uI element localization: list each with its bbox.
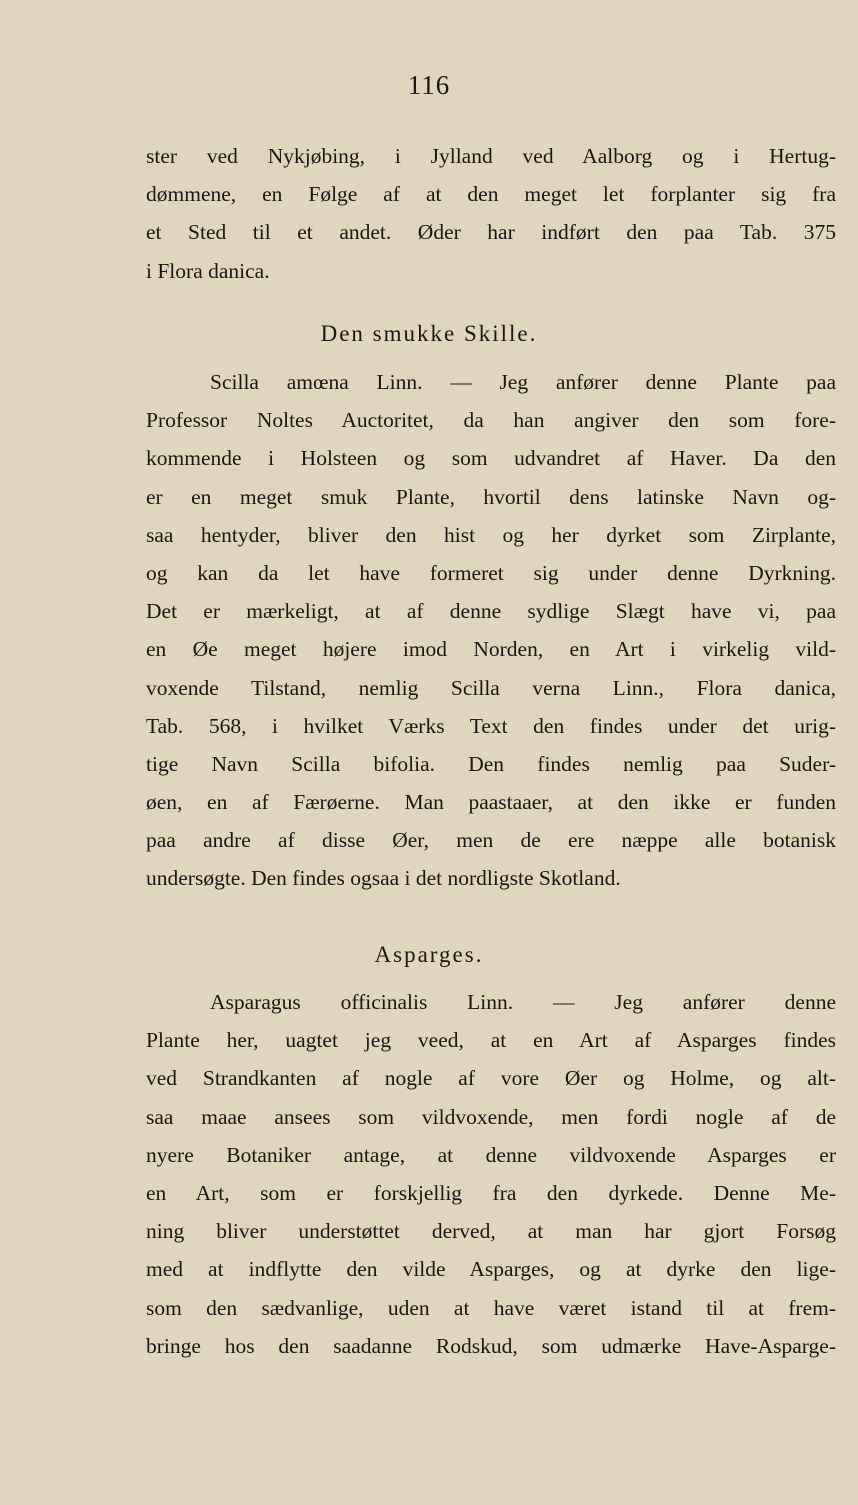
text-line: paa andre af disse Øer, men de ere næppe alle botanisk <box>146 828 836 853</box>
text-line: og kan da let have formeret sig under denne Dyrkning. <box>146 560 836 585</box>
text-line: Det er mærkeligt, at af denne sydlige Slægt have vi, paa <box>146 599 836 624</box>
text-line: ved Strandkanten af nogle af vore Øer og Holme, og alt- <box>146 1066 836 1091</box>
text-line: en Øe meget højere imod Norden, en Art i virkelig vild- <box>146 637 836 662</box>
text-line: en Art, som er forskjellig fra den dyrkede. Denne Me- <box>146 1180 836 1205</box>
text-line: kommende i Holsteen og som udvandret af Haver. Da den <box>146 446 836 471</box>
text-line: saa hentyder, bliver den hist og her dyrket som Zirplante, <box>146 522 836 547</box>
text-line: Asparagus officinalis Linn. — Jeg anfører denne <box>210 990 836 1014</box>
page-number: 116 <box>407 70 451 100</box>
text-line: i Flora danica. <box>146 258 270 283</box>
text-line: Professor Noltes Auctoritet, da han angiver den som fore- <box>146 408 836 433</box>
text-line: ning bliver understøttet derved, at man har gjort Forsøg <box>146 1219 836 1244</box>
text-line: er en meget smuk Plante, hvortil dens latinske Navn og- <box>146 484 836 509</box>
text-line: Tab. 568, i hvilket Værks Text den findes under det urig- <box>146 713 836 738</box>
text-line: Scilla amœna Linn. — Jeg anfører denne Plante paa <box>210 370 836 394</box>
text-line: voxende Tilstand, nemlig Scilla verna Linn., Flora danica, <box>146 675 836 700</box>
text-line: saa maae ansees som vildvoxende, men fordi nogle af de <box>146 1104 836 1129</box>
text-line: undersøgte. Den findes ogsaa i det nordligste Skotland. <box>146 866 621 891</box>
text-line: med at indflytte den vilde Asparges, og at dyrke den lige- <box>146 1257 836 1282</box>
text-line: bringe hos den saadanne Rodskud, som udmærke Have-Asparge- <box>146 1333 836 1358</box>
text-line: Plante her, uagtet jeg veed, at en Art af Asparges findes <box>146 1028 836 1053</box>
text-line: øen, en af Færøerne. Man paastaaer, at den ikke er funden <box>146 790 836 815</box>
text-line: tige Navn Scilla bifolia. Den findes nemlig paa Suder- <box>146 751 836 776</box>
paragraph-scilla <box>146 363 836 898</box>
text-line: dømmene, en Følge af at den meget let forplanter sig fra <box>146 182 836 207</box>
text-line: et Sted til et andet. Øder har indført den paa Tab. 375 <box>146 220 836 245</box>
paragraph-continuation <box>146 137 836 290</box>
text-line: ster ved Nykjøbing, i Jylland ved Aalborg og i Hertug- <box>146 144 836 168</box>
text-line: som den sædvanlige, uden at have været istand til at frem- <box>146 1295 836 1320</box>
paragraph-asparges <box>146 983 836 1365</box>
section-heading-asparges: Asparges. <box>374 942 484 967</box>
section-heading-scilla: Den smukke Skille. <box>320 321 538 346</box>
text-line: nyere Botaniker antage, at denne vildvoxende Asparges er <box>146 1142 836 1167</box>
